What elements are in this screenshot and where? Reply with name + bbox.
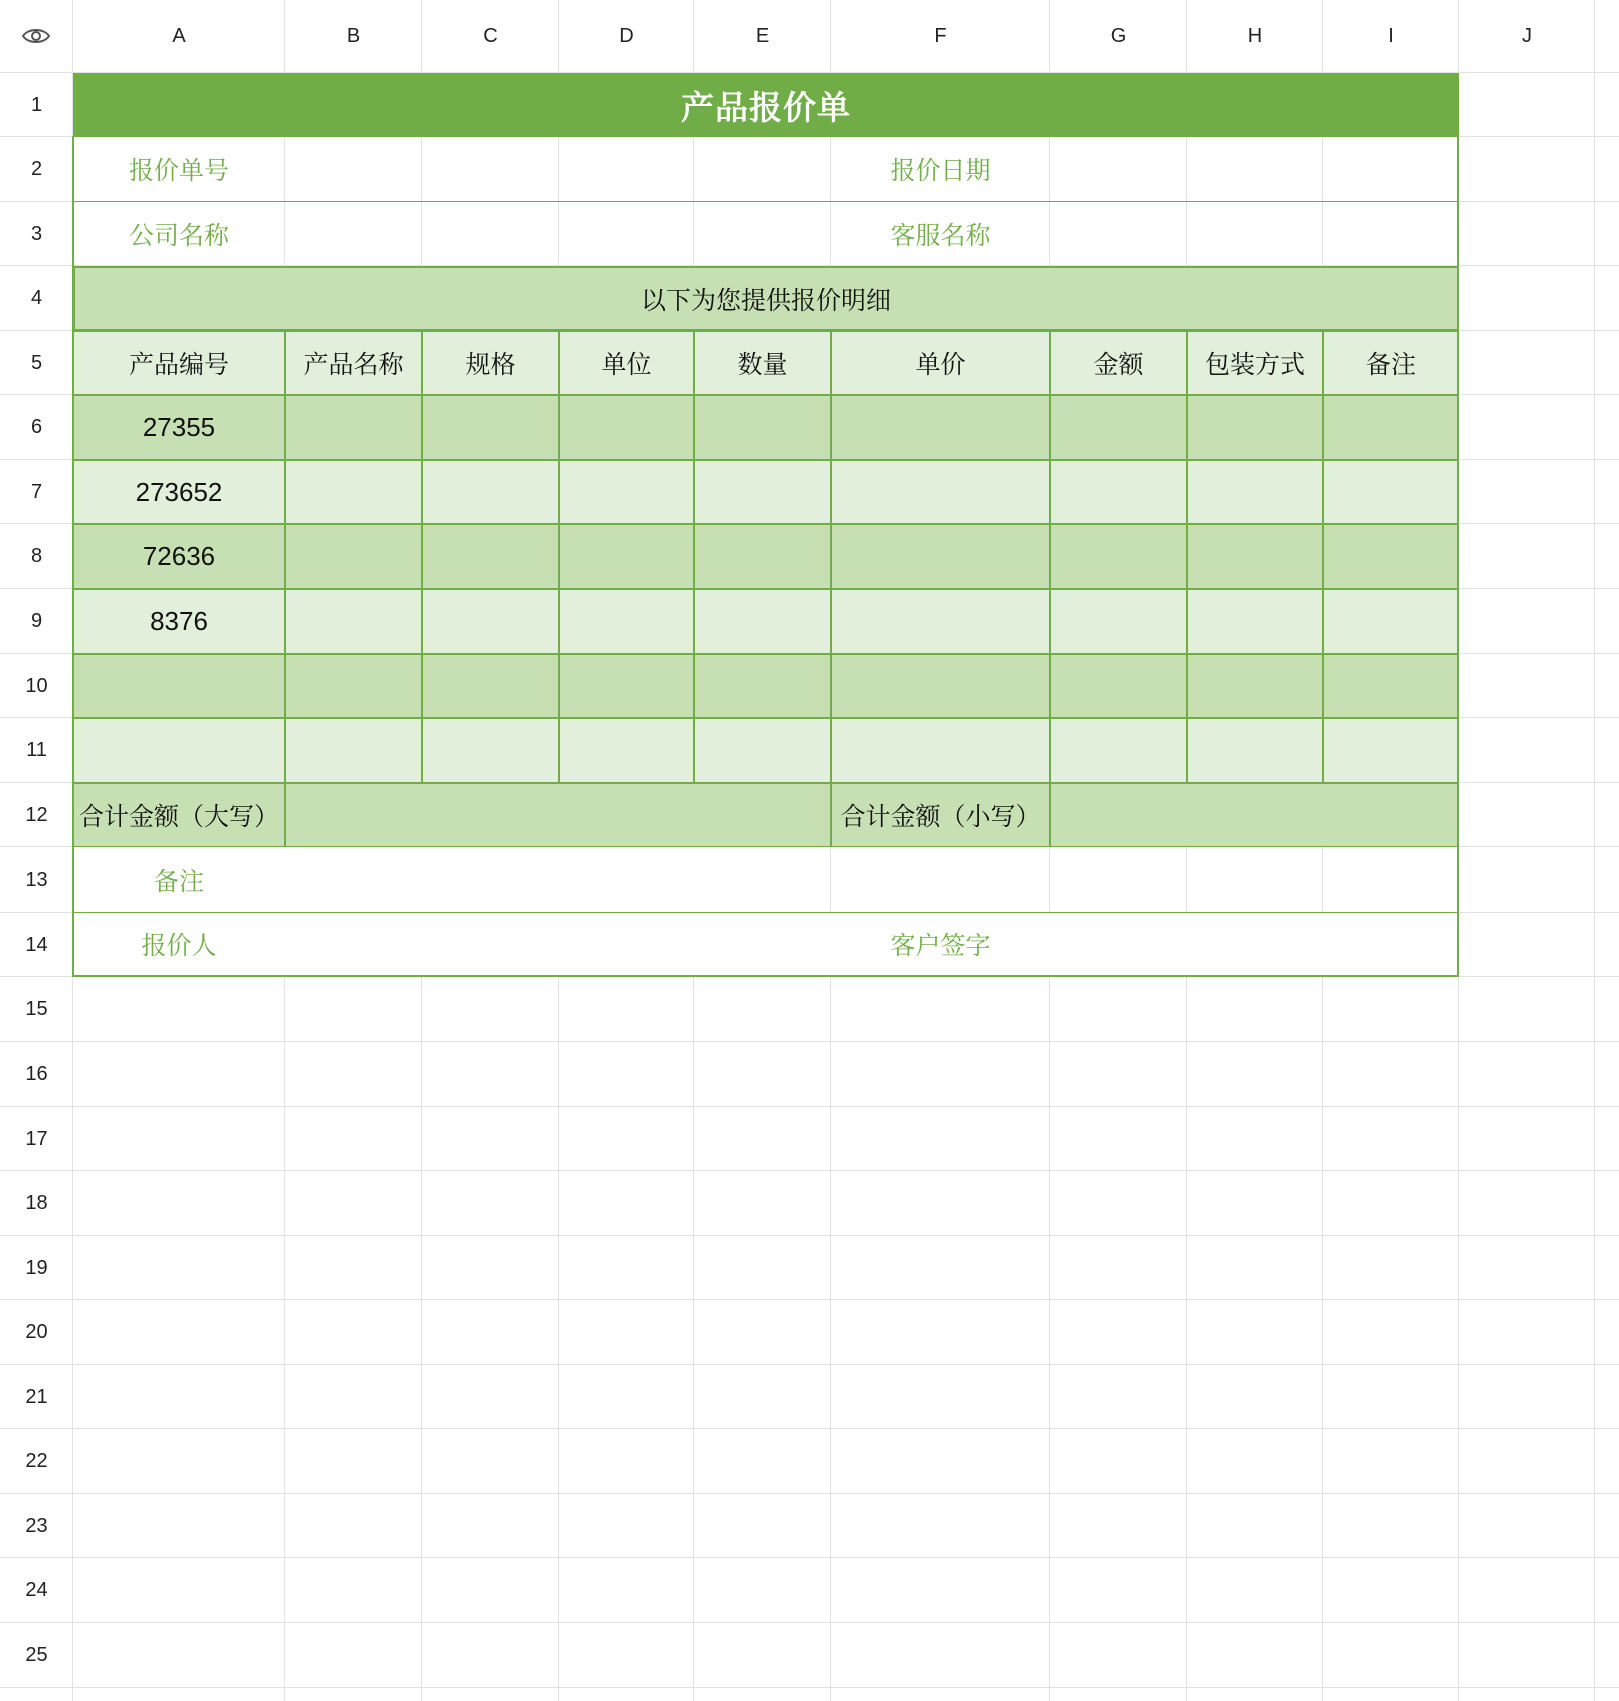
table-cell[interactable]: [559, 460, 694, 524]
row-header[interactable]: 11: [26, 739, 47, 761]
table-cell[interactable]: [1187, 718, 1323, 783]
row-gridline: [0, 1428, 1619, 1429]
row-header[interactable]: 23: [25, 1514, 48, 1537]
table-header-cell: 产品名称: [285, 331, 422, 395]
table-cell[interactable]: [559, 395, 694, 460]
row-gridline: [0, 1493, 1619, 1494]
row-gridline: [0, 1557, 1619, 1558]
table-cell[interactable]: [559, 654, 694, 718]
table-cell[interactable]: [1050, 718, 1187, 783]
table-cell[interactable]: [285, 395, 422, 460]
table-cell[interactable]: [285, 460, 422, 524]
column-header[interactable]: H: [1247, 25, 1263, 47]
column-header[interactable]: J: [1522, 25, 1532, 47]
remarks-value[interactable]: [285, 847, 1459, 913]
row-header[interactable]: 21: [25, 1385, 48, 1408]
column-header[interactable]: F: [934, 25, 947, 47]
remarks-label: 备注: [73, 847, 285, 913]
row-gridline: [0, 1299, 1619, 1300]
total-lowercase-value[interactable]: [1050, 783, 1459, 847]
table-cell[interactable]: [1050, 395, 1187, 460]
service-name-value[interactable]: [1050, 202, 1459, 266]
table-cell[interactable]: [831, 589, 1050, 654]
row-header[interactable]: 22: [25, 1450, 48, 1472]
row-header[interactable]: 2: [30, 158, 43, 180]
column-header[interactable]: E: [755, 25, 770, 47]
table-cell[interactable]: [73, 718, 285, 783]
table-cell[interactable]: [831, 395, 1050, 460]
row-header[interactable]: 25: [25, 1644, 48, 1666]
column-gridline: [1186, 847, 1187, 912]
table-cell[interactable]: [1050, 589, 1187, 654]
table-cell[interactable]: [694, 524, 831, 589]
table-cell[interactable]: [1187, 589, 1323, 654]
table-cell[interactable]: [831, 654, 1050, 718]
row-header[interactable]: 20: [25, 1321, 48, 1343]
row-gridline: [0, 1364, 1619, 1365]
table-cell[interactable]: [285, 524, 422, 589]
company-name-label: 公司名称: [128, 221, 229, 250]
row-header[interactable]: 1: [30, 93, 43, 116]
table-header-cell: 备注: [1323, 331, 1459, 395]
row-gridline: [0, 1041, 1619, 1042]
table-cell[interactable]: [422, 589, 559, 654]
row-gridline: [0, 1106, 1619, 1107]
table-header-cell: 产品编号: [73, 331, 285, 395]
total-uppercase-value[interactable]: [285, 783, 831, 847]
company-name-value[interactable]: [285, 202, 831, 266]
row-header[interactable]: 3: [30, 222, 43, 245]
table-cell[interactable]: [1323, 718, 1459, 783]
quoter-label: 报价人: [73, 913, 285, 977]
service-name-label: 客服名称: [890, 221, 991, 250]
row-gridline: [0, 1170, 1619, 1171]
row-header[interactable]: 4: [30, 287, 43, 309]
column-header[interactable]: C: [483, 25, 498, 47]
table-cell[interactable]: 72636: [73, 524, 285, 589]
signature-value[interactable]: [1050, 913, 1459, 977]
table-cell[interactable]: [285, 589, 422, 654]
row-header[interactable]: 9: [30, 610, 43, 632]
row-header[interactable]: 24: [25, 1579, 48, 1601]
table-cell[interactable]: [422, 460, 559, 524]
quoter-value[interactable]: [285, 913, 831, 977]
row-header[interactable]: 12: [25, 803, 48, 826]
column-gridline: [1049, 847, 1050, 912]
table-cell[interactable]: [422, 395, 559, 460]
table-cell[interactable]: [285, 654, 422, 718]
table-cell[interactable]: [559, 718, 694, 783]
table-cell[interactable]: [422, 524, 559, 589]
quote-number-value[interactable]: [285, 137, 831, 202]
row-header[interactable]: 18: [25, 1192, 48, 1214]
column-header[interactable]: D: [619, 25, 634, 47]
column-gridline: [1594, 0, 1595, 1701]
table-cell[interactable]: 8376: [73, 589, 285, 654]
table-cell[interactable]: [1323, 524, 1459, 589]
table-cell[interactable]: [831, 718, 1050, 783]
column-header[interactable]: G: [1110, 25, 1127, 47]
table-cell[interactable]: [1187, 460, 1323, 524]
table-header-cell: 包装方式: [1187, 331, 1323, 395]
table-cell[interactable]: [694, 654, 831, 718]
table-cell[interactable]: [1323, 395, 1459, 460]
column-gridline: [830, 847, 831, 912]
quote-number-label: 报价单号: [73, 137, 285, 202]
row-header[interactable]: 10: [25, 674, 48, 697]
row-gridline: [0, 1687, 1619, 1688]
table-cell[interactable]: [831, 524, 1050, 589]
quote-title: 产品报价单: [73, 73, 1459, 137]
table-cell[interactable]: [694, 395, 831, 460]
row-header[interactable]: 14: [25, 933, 48, 956]
table-cell[interactable]: [422, 654, 559, 718]
table-cell[interactable]: 27355: [73, 395, 285, 460]
table-cell[interactable]: [1050, 460, 1187, 524]
table-header-cell: 数量: [694, 331, 831, 395]
signature-label: 客户签字: [831, 913, 1050, 977]
table-cell[interactable]: [1187, 524, 1323, 589]
column-gridline: [1322, 847, 1323, 912]
quote-date-label: 报价日期: [831, 137, 1050, 202]
eye-icon[interactable]: [0, 0, 72, 72]
column-header[interactable]: I: [1388, 25, 1394, 47]
row-header[interactable]: 19: [25, 1256, 48, 1279]
table-cell[interactable]: [1323, 460, 1459, 524]
table-cell[interactable]: [422, 718, 559, 783]
row-header[interactable]: 15: [25, 998, 48, 1020]
table-cell[interactable]: [1323, 589, 1459, 654]
table-cell[interactable]: [73, 654, 285, 718]
column-header[interactable]: B: [346, 25, 361, 47]
row-header[interactable]: 7: [30, 480, 43, 503]
row-gridline: [0, 1622, 1619, 1623]
row-header[interactable]: 5: [30, 351, 43, 374]
row-header[interactable]: 13: [25, 868, 48, 891]
quote-date-value[interactable]: [1050, 137, 1459, 202]
row-header[interactable]: 16: [25, 1063, 48, 1085]
table-header-cell: 金额: [1050, 331, 1187, 395]
total-uppercase-label: 合计金额（大写）: [73, 783, 285, 847]
table-cell[interactable]: [1187, 654, 1323, 718]
table-cell[interactable]: [1323, 654, 1459, 718]
table-cell[interactable]: [559, 589, 694, 654]
row-gridline: [0, 1235, 1619, 1236]
table-cell[interactable]: [1187, 395, 1323, 460]
table-header-cell: 单价: [831, 331, 1050, 395]
table-header-cell: 单位: [559, 331, 694, 395]
table-cell[interactable]: [559, 524, 694, 589]
table-cell[interactable]: [694, 589, 831, 654]
table-cell[interactable]: [694, 718, 831, 783]
table-cell[interactable]: [1050, 654, 1187, 718]
table-header-cell: 规格: [422, 331, 559, 395]
table-cell[interactable]: [1050, 524, 1187, 589]
table-cell[interactable]: [831, 460, 1050, 524]
table-cell[interactable]: 273652: [73, 460, 285, 524]
row-header[interactable]: 17: [25, 1127, 48, 1150]
table-cell[interactable]: [694, 460, 831, 524]
detail-section-title: 以下为您提供报价明细: [73, 266, 1459, 331]
total-lowercase-label: 合计金额（小写）: [831, 783, 1050, 847]
row-header[interactable]: 6: [30, 416, 43, 438]
column-header[interactable]: A: [172, 25, 186, 47]
row-header[interactable]: 8: [30, 545, 43, 567]
table-cell[interactable]: [285, 718, 422, 783]
